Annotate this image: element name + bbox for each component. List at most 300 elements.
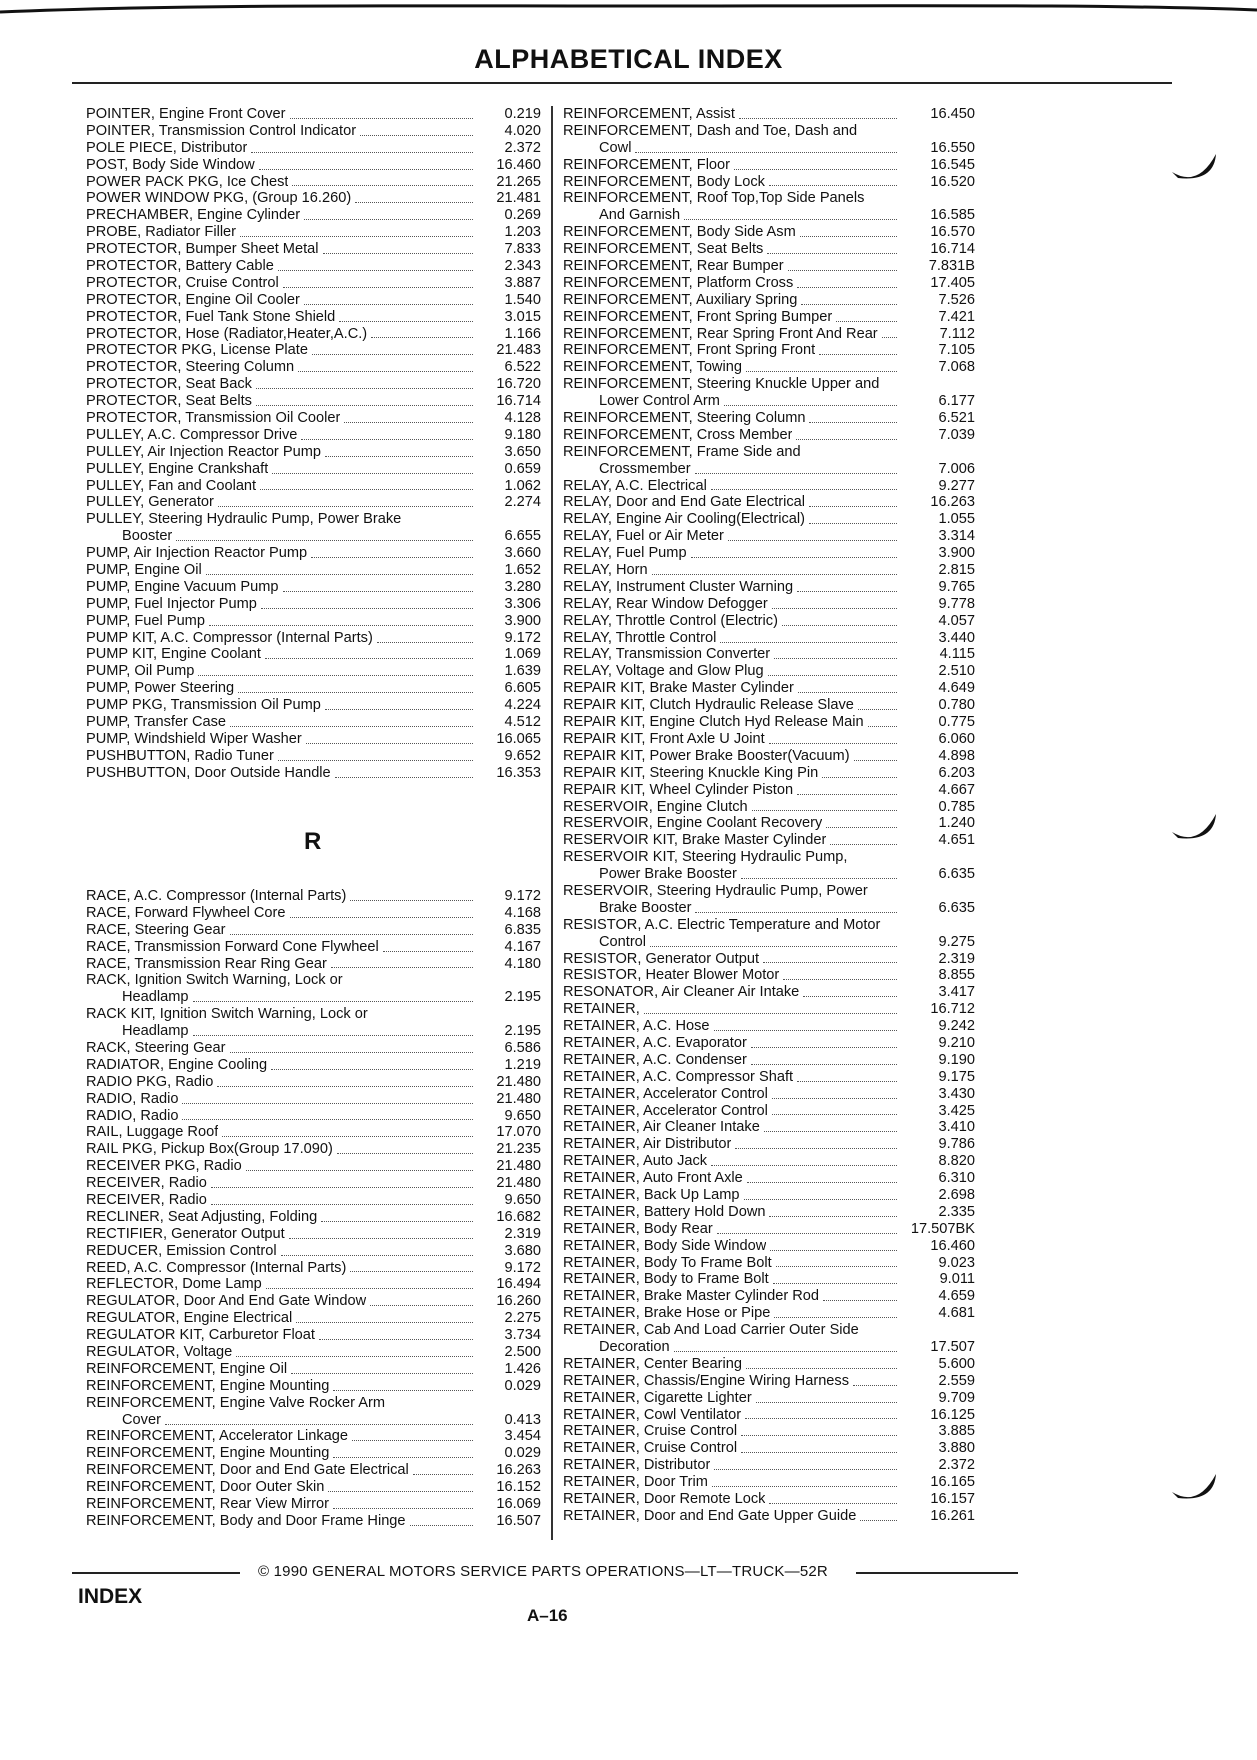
index-entry [86, 241, 541, 258]
entry-page-ref: 3.734 [504, 1327, 541, 1344]
entry-page-ref: 9.172 [504, 1259, 541, 1276]
entry-name: PUMP, Windshield Wiper Washer [86, 730, 302, 747]
page-number: A–16 [527, 1606, 568, 1625]
leader-dots [788, 270, 897, 271]
entry-name: RETAINER, A.C. Hose [563, 1018, 710, 1035]
index-entry-heading: REINFORCEMENT, Engine Valve Rocker Arm [86, 1394, 385, 1411]
leader-dots [246, 1170, 473, 1171]
index-entry [86, 292, 541, 309]
entry-page-ref: 1.540 [504, 291, 541, 308]
index-entry [86, 427, 541, 444]
leader-dots [238, 692, 473, 693]
entry-page-ref: 2.335 [938, 1203, 975, 1220]
leader-dots [209, 625, 473, 626]
entry-page-ref: 4.224 [504, 697, 541, 714]
entry-name: REINFORCEMENT, Cross Member [563, 426, 793, 443]
entry-name: REINFORCEMENT, Door and End Gate Electrical [86, 1462, 409, 1479]
scan-top-edge [0, 0, 1257, 14]
entry-page-ref: 3.880 [938, 1440, 975, 1457]
leader-dots [281, 1255, 473, 1256]
entry-name: RETAINER, Accelerator Control [563, 1102, 768, 1119]
index-entry [86, 1445, 541, 1462]
entry-name-continued: Power Brake Booster [599, 866, 737, 883]
leader-dots [747, 1182, 897, 1183]
entry-name-continued: Headlamp [122, 1023, 189, 1040]
entry-name: RADIO, Radio [86, 1107, 179, 1124]
index-entry [563, 1170, 975, 1187]
entry-page-ref: 1.166 [504, 325, 541, 342]
column-divider [551, 106, 553, 1540]
entry-page-ref: 3.900 [504, 612, 541, 629]
entry-page-ref: 0.780 [938, 697, 975, 714]
index-entry [86, 1429, 541, 1446]
leader-dots [383, 951, 473, 952]
entry-name: RAIL PKG, Pickup Box(Group 17.090) [86, 1141, 333, 1158]
entry-page-ref: 16.353 [496, 764, 541, 781]
entry-name: REINFORCEMENT, Auxiliary Spring [563, 291, 798, 308]
index-entry [86, 1243, 541, 1260]
leader-dots [291, 1373, 473, 1374]
leader-dots [230, 1052, 473, 1053]
entry-page-ref: 16.065 [496, 730, 541, 747]
leader-dots [331, 967, 473, 968]
entry-page-ref: 3.280 [504, 578, 541, 595]
entry-page-ref: 16.507 [496, 1512, 541, 1529]
entry-name: RELAY, Fuel or Air Meter [563, 528, 724, 545]
index-entry-heading: REINFORCEMENT, Frame Side and [563, 443, 801, 460]
index-entry [563, 1305, 975, 1322]
entry-name: PROTECTOR, Bumper Sheet Metal [86, 241, 319, 258]
leader-dots [217, 1086, 473, 1087]
index-entry [86, 410, 541, 427]
entry-name: REINFORCEMENT, Floor [563, 156, 731, 173]
left-column-r [86, 888, 541, 1530]
index-entry [86, 1310, 541, 1327]
index-entry [86, 1074, 541, 1091]
leader-dots [756, 1402, 897, 1403]
index-entry [86, 1023, 541, 1040]
entry-page-ref: 16.570 [930, 224, 975, 241]
index-entry [86, 579, 541, 596]
leader-dots [165, 1424, 473, 1425]
leader-dots [240, 236, 473, 237]
leader-dots [772, 608, 897, 609]
entry-page-ref: 16.263 [496, 1462, 541, 1479]
index-entry [563, 1423, 975, 1440]
entry-page-ref: 9.172 [504, 887, 541, 904]
entry-page-ref: 16.261 [930, 1507, 975, 1524]
leader-dots [764, 1131, 897, 1132]
entry-page-ref: 3.015 [504, 308, 541, 325]
index-entry [86, 1192, 541, 1209]
entry-page-ref: 2.815 [938, 562, 975, 579]
index-entry [563, 1052, 975, 1069]
leader-dots [745, 1418, 897, 1419]
entry-page-ref: 3.417 [938, 984, 975, 1001]
index-entry [563, 1035, 975, 1052]
entry-page-ref: 0.659 [504, 460, 541, 477]
index-entry [86, 765, 541, 782]
binder-ring-mark [1168, 1472, 1220, 1508]
leader-dots [644, 1013, 897, 1014]
entry-page-ref: 21.483 [496, 342, 541, 359]
entry-page-ref: 16.720 [496, 376, 541, 393]
index-entry [86, 630, 541, 647]
entry-page-ref: 21.481 [496, 190, 541, 207]
leader-dots [410, 1525, 473, 1526]
entry-page-ref: 17.507 [930, 1339, 975, 1355]
leader-dots [782, 625, 897, 626]
entry-page-ref: 2.274 [504, 494, 541, 511]
entry-page-ref: 9.650 [504, 1192, 541, 1209]
leader-dots [652, 574, 897, 575]
entry-name: RESISTOR, Heater Blower Motor [563, 967, 780, 984]
index-entry [563, 951, 975, 968]
entry-page-ref: 2.195 [504, 989, 541, 1006]
entry-name: RELAY, Voltage and Glow Plug [563, 663, 764, 680]
leader-dots [741, 1452, 897, 1453]
entry-name: RETAINER, Auto Front Axle [563, 1170, 743, 1187]
index-entry [86, 1378, 541, 1395]
entry-page-ref: 7.068 [938, 359, 975, 376]
entry-name: RADIO, Radio [86, 1090, 179, 1107]
entry-page-ref: 4.898 [938, 747, 975, 764]
index-entry [86, 1226, 541, 1243]
entry-name: PULLEY, Generator [86, 494, 214, 511]
entry-page-ref: 21.480 [496, 1158, 541, 1175]
index-entry [563, 1103, 975, 1120]
entry-page-ref: 4.180 [504, 955, 541, 972]
entry-page-ref: 9.210 [938, 1034, 975, 1051]
entry-name: REPAIR KIT, Clutch Hydraulic Release Slave [563, 697, 854, 714]
entry-page-ref: 4.681 [938, 1305, 975, 1322]
index-entry [86, 1293, 541, 1310]
entry-name: RETAINER, Accelerator Control [563, 1085, 768, 1102]
leader-dots [769, 1216, 897, 1217]
index-entry [563, 832, 975, 849]
entry-page-ref: 2.195 [504, 1023, 541, 1040]
leader-dots [283, 591, 473, 592]
index-entry [86, 1276, 541, 1293]
leader-dots [695, 912, 897, 913]
index-entry [563, 1086, 975, 1103]
entry-name: RETAINER, Air Distributor [563, 1136, 732, 1153]
entry-name: REINFORCEMENT, Steering Column [563, 410, 806, 427]
leader-dots [868, 726, 897, 727]
entry-name: RETAINER, Brake Hose or Pipe [563, 1305, 771, 1322]
entry-page-ref: 9.650 [504, 1107, 541, 1124]
leader-dots [720, 642, 897, 643]
index-entry [86, 359, 541, 376]
entry-name: REPAIR KIT, Steering Knuckle King Pin [563, 764, 819, 781]
index-entry [563, 1271, 975, 1288]
leader-dots [695, 473, 897, 474]
index-entry [563, 1339, 975, 1356]
leader-dots [797, 591, 897, 592]
entry-page-ref: 6.060 [938, 730, 975, 747]
index-entry [563, 275, 975, 292]
entry-name: REFLECTOR, Dome Lamp [86, 1276, 262, 1293]
entry-page-ref: 9.175 [938, 1068, 975, 1085]
entry-name: RETAINER, Cigarette Lighter [563, 1389, 752, 1406]
entry-name: PROTECTOR, Seat Belts [86, 393, 252, 410]
entry-name: PROTECTOR, Steering Column [86, 359, 295, 376]
entry-name: RETAINER, Brake Master Cylinder Rod [563, 1288, 820, 1305]
entry-page-ref: 21.480 [496, 1073, 541, 1090]
entry-name: REINFORCEMENT, Engine Oil [86, 1360, 288, 1377]
entry-page-ref: 16.494 [496, 1276, 541, 1293]
index-entry [563, 1390, 975, 1407]
leader-dots [211, 1187, 473, 1188]
index-entry [563, 528, 975, 545]
entry-name: RELAY, Engine Air Cooling(Electrical) [563, 511, 805, 528]
leader-dots [298, 371, 473, 372]
entry-name: PULLEY, Engine Crankshaft [86, 460, 269, 477]
entry-page-ref: 1.062 [504, 477, 541, 494]
leader-dots [306, 743, 473, 744]
entry-page-ref: 3.314 [938, 528, 975, 545]
entry-page-ref: 1.240 [938, 815, 975, 832]
section-letter: R [304, 828, 322, 855]
entry-page-ref: 3.306 [504, 595, 541, 612]
entry-name: RETAINER, A.C. Evaporator [563, 1034, 747, 1051]
entry-page-ref: 2.559 [938, 1372, 975, 1389]
index-entry [563, 680, 975, 697]
entry-name: RETAINER, Distributor [563, 1457, 711, 1474]
entry-name: RELAY, Transmission Converter [563, 646, 771, 663]
index-entry [86, 478, 541, 495]
entry-page-ref: 6.586 [504, 1040, 541, 1056]
index-entry [86, 1057, 541, 1074]
entry-page-ref: 9.275 [938, 933, 975, 950]
index-entry [563, 663, 975, 680]
entry-name-continued: Headlamp [122, 989, 189, 1006]
index-entry [86, 393, 541, 410]
leader-dots [751, 1047, 897, 1048]
entry-name: PUMP, Fuel Pump [86, 612, 205, 629]
entry-name: PULLEY, Fan and Coolant [86, 477, 257, 494]
entry-page-ref: 4.651 [938, 832, 975, 849]
entry-page-ref: 9.011 [939, 1271, 975, 1288]
leader-dots [289, 1238, 473, 1239]
index-entry [563, 494, 975, 511]
leader-dots [826, 827, 897, 828]
entry-page-ref: 9.190 [938, 1051, 975, 1068]
entry-page-ref: 0.029 [504, 1445, 541, 1462]
entry-name: RELAY, A.C. Electrical [563, 477, 707, 494]
entry-name: RELAY, Horn [563, 562, 648, 579]
leader-dots [768, 675, 897, 676]
index-entry [563, 140, 975, 157]
entry-page-ref: 3.440 [938, 629, 975, 646]
entry-page-ref: 0.785 [938, 798, 975, 815]
index-entry [563, 478, 975, 495]
leader-dots [809, 523, 897, 524]
entry-page-ref: 9.172 [504, 629, 541, 646]
entry-page-ref: 1.069 [504, 646, 541, 663]
entry-name: REGULATOR KIT, Carburetor Float [86, 1327, 315, 1344]
entry-name: PUMP, Oil Pump [86, 663, 195, 680]
entry-page-ref: 4.020 [504, 122, 541, 139]
entry-name: REPAIR KIT, Wheel Cylinder Piston [563, 781, 794, 798]
index-entry [563, 934, 975, 951]
binder-ring-mark [1168, 152, 1220, 188]
leader-dots [230, 726, 473, 727]
entry-name: RESISTOR, Generator Output [563, 950, 760, 967]
index-entry [86, 140, 541, 157]
entry-name: REINFORCEMENT, Assist [563, 105, 735, 122]
leader-dots [236, 1356, 473, 1357]
entry-name: RACE, Transmission Rear Ring Gear [86, 955, 327, 972]
leader-dots [772, 1114, 897, 1115]
index-entry-heading: RETAINER, Cab And Load Carrier Outer Side [563, 1322, 859, 1339]
leader-dots [256, 388, 473, 389]
entry-page-ref: 3.660 [504, 545, 541, 562]
entry-page-ref: 6.635 [938, 899, 975, 916]
entry-name: RECEIVER PKG, Radio [86, 1158, 242, 1175]
entry-name: REED, A.C. Compressor (Internal Parts) [86, 1259, 347, 1276]
entry-page-ref: 16.550 [930, 139, 975, 156]
index-entry [563, 984, 975, 1001]
entry-name: PROTECTOR, Cruise Control [86, 274, 279, 291]
entry-name-continued: Cover [122, 1411, 161, 1428]
index-entry [86, 207, 541, 224]
entry-page-ref: 6.522 [504, 359, 541, 376]
leader-dots [271, 1069, 473, 1070]
entry-name: POINTER, Transmission Control Indicator [86, 122, 357, 139]
index-entry [86, 190, 541, 207]
index-entry [86, 123, 541, 140]
entry-name-continued: Lower Control Arm [599, 393, 720, 410]
leader-dots [283, 287, 473, 288]
leader-dots [261, 608, 473, 609]
entry-name: PULLEY, A.C. Compressor Drive [86, 426, 298, 443]
leader-dots [265, 658, 473, 659]
index-entry [563, 1221, 975, 1238]
entry-page-ref: 3.425 [938, 1102, 975, 1119]
index-entry [563, 511, 975, 528]
index-entry [86, 1209, 541, 1226]
leader-dots [311, 557, 473, 558]
index-entry [86, 224, 541, 241]
leader-dots [767, 253, 897, 254]
entry-name: RESONATOR, Air Cleaner Air Intake [563, 984, 800, 1001]
entry-name: RESERVOIR, Engine Clutch [563, 798, 748, 815]
index-entry [563, 326, 975, 343]
index-entry [563, 1119, 975, 1136]
entry-name: RETAINER, Cowl Ventilator [563, 1406, 742, 1423]
index-entry [86, 494, 541, 511]
entry-name: RETAINER, Chassis/Engine Wiring Harness [563, 1372, 850, 1389]
leader-dots [256, 405, 473, 406]
index-entry [563, 579, 975, 596]
entry-page-ref: 3.650 [504, 443, 541, 460]
index-entry [86, 1361, 541, 1378]
leader-dots [198, 675, 473, 676]
right-column [563, 106, 975, 1525]
entry-page-ref: 16.263 [930, 494, 975, 511]
leader-dots [774, 1317, 897, 1318]
leader-dots [337, 1153, 473, 1154]
index-entry [563, 1238, 975, 1255]
index-entry [563, 1474, 975, 1491]
leader-dots [206, 574, 473, 575]
index-entry [563, 1508, 975, 1525]
index-entry [86, 714, 541, 731]
entry-page-ref: 2.275 [504, 1310, 541, 1327]
entry-page-ref: 16.165 [930, 1474, 975, 1491]
leader-dots [304, 304, 473, 305]
leader-dots [751, 1064, 897, 1065]
index-entry [86, 1124, 541, 1141]
index-entry [563, 596, 975, 613]
entry-name: POST, Body Side Window [86, 156, 255, 173]
entry-page-ref: 4.649 [938, 680, 975, 697]
index-entry [86, 444, 541, 461]
leader-dots [776, 1266, 897, 1267]
entry-name: RETAINER, Cruise Control [563, 1423, 738, 1440]
entry-name: RECLINER, Seat Adjusting, Folding [86, 1208, 318, 1225]
index-entry [86, 1496, 541, 1513]
entry-name: RADIO PKG, Radio [86, 1073, 214, 1090]
leader-dots [823, 1300, 897, 1301]
entry-name: REINFORCEMENT, Accelerator Linkage [86, 1428, 348, 1445]
index-entry-heading: REINFORCEMENT, Dash and Toe, Dash and [563, 122, 858, 139]
entry-page-ref: 4.168 [504, 904, 541, 921]
entry-name: RELAY, Rear Window Defogger [563, 595, 768, 612]
entry-name: RETAINER, A.C. Compressor Shaft [563, 1068, 794, 1085]
entry-name: PUMP, Engine Vacuum Pump [86, 578, 279, 595]
entry-name: REPAIR KIT, Brake Master Cylinder [563, 680, 794, 697]
leader-dots [360, 135, 473, 136]
entry-page-ref: 21.480 [496, 1090, 541, 1107]
entry-page-ref: 0.219 [504, 105, 541, 122]
entry-page-ref: 9.765 [938, 578, 975, 595]
entry-page-ref: 6.605 [504, 680, 541, 697]
leader-dots [290, 118, 473, 119]
entry-page-ref: 0.413 [504, 1411, 541, 1428]
leader-dots [714, 1469, 897, 1470]
leader-dots [312, 354, 473, 355]
entry-name: RETAINER, Body to Frame Bolt [563, 1271, 769, 1288]
entry-page-ref: 16.460 [930, 1237, 975, 1254]
entry-name: PROTECTOR, Engine Oil Cooler [86, 291, 300, 308]
entry-name: RACE, Transmission Forward Cone Flywheel [86, 938, 379, 955]
entry-page-ref: 16.585 [930, 207, 975, 224]
index-entry [563, 393, 975, 410]
entry-page-ref: 16.450 [930, 105, 975, 122]
leader-dots [371, 337, 473, 338]
entry-page-ref: 3.454 [504, 1428, 541, 1445]
entry-page-ref: 16.260 [496, 1293, 541, 1310]
index-entry [86, 1091, 541, 1108]
index-entry [563, 461, 975, 478]
entry-page-ref: 1.639 [504, 663, 541, 680]
leader-dots [259, 169, 473, 170]
entry-name: PUMP, Transfer Case [86, 714, 227, 731]
leader-dots [744, 1199, 897, 1200]
entry-name: REINFORCEMENT, Seat Belts [563, 241, 764, 258]
leader-dots [292, 185, 473, 186]
entry-name: RETAINER, [563, 1001, 640, 1018]
entry-name: PULLEY, Air Injection Reactor Pump [86, 443, 321, 460]
entry-page-ref: 16.460 [496, 156, 541, 173]
entry-page-ref: 0.269 [504, 207, 541, 224]
leader-dots [769, 1503, 897, 1504]
entry-name: RADIATOR, Engine Cooling [86, 1056, 268, 1073]
index-entry [563, 731, 975, 748]
entry-page-ref: 16.152 [496, 1479, 541, 1496]
